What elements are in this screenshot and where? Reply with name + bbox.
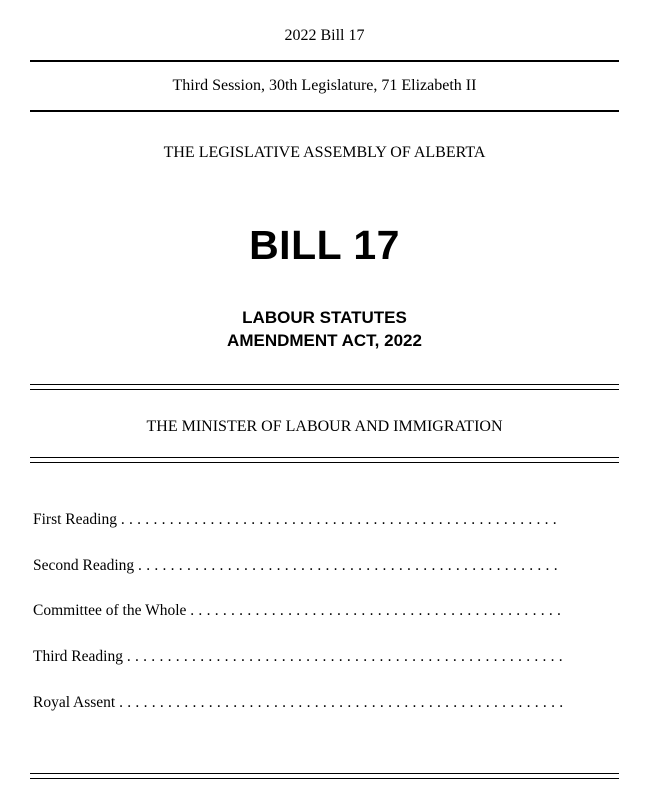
- footer-rule-2: [30, 778, 619, 779]
- reading-label: First Reading: [33, 511, 117, 528]
- header-bottom-rule: [30, 110, 619, 112]
- bill-number: BILL 17: [249, 222, 400, 268]
- reading-label: Third Reading: [33, 648, 123, 665]
- minister-bottom-rule-2: [30, 462, 619, 463]
- assembly-name: THE LEGISLATIVE ASSEMBLY OF ALBERTA: [163, 144, 486, 161]
- bill-title-line-2: AMENDMENT ACT, 2022: [227, 331, 422, 350]
- reading-leader-dots: . . . . . . . . . . . . . . . . . . . . . . . . . . . . . . . . . . . . . . . . . . . . . . . . . . . .: [138, 557, 558, 574]
- minister-name: THE MINISTER OF LABOUR AND IMMIGRATION: [146, 418, 503, 435]
- bill-title-line-1: LABOUR STATUTES: [242, 308, 407, 327]
- page-header-title: 2022 Bill 17: [284, 27, 365, 44]
- reading-leader-dots: . . . . . . . . . . . . . . . . . . . . . . . . . . . . . . . . . . . . . . . . . . . . . . . . . . . . . . .: [119, 694, 564, 711]
- reading-row-committee: [33, 602, 561, 620]
- reading-leader-dots: . . . . . . . . . . . . . . . . . . . . . . . . . . . . . . . . . . . . . . . . . . . . . . . . . . . . . .: [120, 511, 557, 528]
- reading-row-royal-assent: [33, 694, 563, 712]
- reading-row-first: [33, 511, 557, 529]
- bill-title: [30, 306, 619, 352]
- header-top-rule: [30, 60, 619, 62]
- minister-bottom-rule-1: [30, 457, 619, 458]
- reading-row-second: [33, 557, 558, 575]
- reading-label: Committee of the Whole: [33, 602, 187, 619]
- minister-top-rule-1: [30, 384, 619, 385]
- reading-label: Second Reading: [33, 557, 135, 574]
- reading-label: Royal Assent: [33, 694, 116, 711]
- reading-leader-dots: . . . . . . . . . . . . . . . . . . . . . . . . . . . . . . . . . . . . . . . . . . . . . .: [190, 602, 562, 619]
- footer-rule-1: [30, 773, 619, 774]
- reading-leader-dots: . . . . . . . . . . . . . . . . . . . . . . . . . . . . . . . . . . . . . . . . . . . . . . . . . . . . . .: [126, 648, 563, 665]
- reading-row-third: [33, 648, 563, 666]
- session-line: Third Session, 30th Legislature, 71 Elizabeth II: [172, 77, 477, 94]
- minister-top-rule-2: [30, 389, 619, 390]
